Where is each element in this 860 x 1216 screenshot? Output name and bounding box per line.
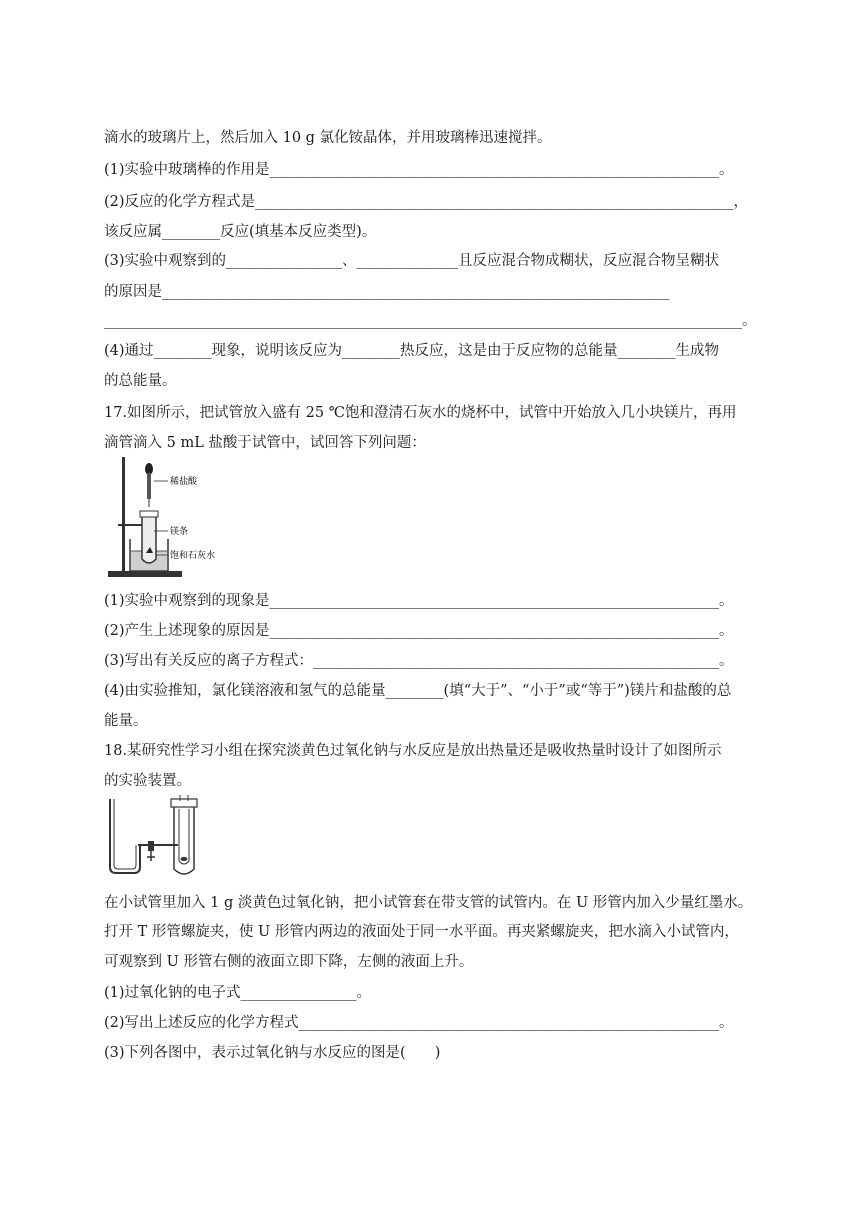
question-17-4: (4)由实验推知，氯化镁溶液和氢气的总能量________(填“大于”、“小于”或“等于”)镁片和盐酸的总 [104,683,732,699]
text-line: 的实验装置。 [104,773,191,789]
question-17-1: (1)实验中观察到的现象是______________________________________________________________。 [104,593,734,609]
question-18-2: (2)写出上述反应的化学方程式__________________________________________________________。 [104,1015,734,1031]
stopper [140,511,158,517]
text-line: 可观察到 U 形管右侧的液面立即下降，左侧的液面上升。 [104,954,474,970]
question-16-1: (1)实验中玻璃棒的作用是______________________________________________________________。 [104,162,734,178]
label-magnesium: 镁条 [170,527,189,537]
stand-base [108,571,182,577]
figure-magnesium-experiment [104,453,254,581]
question-18-1: (1)过氧化钠的电子式________________。 [104,985,372,1001]
question-17: 17.如图所示，把试管放入盛有 25 ℃饱和澄清石灰水的烧杯中，试管中开始放入几小块镁片，再用 [104,405,737,421]
text-line: 的原因是______________________________________________________________________ [104,284,670,300]
text-line: 在小试管里加入 1 g 淡黄色过氧化钠，把小试管套在带支管的试管内。在 U 形管内加入少量红墨水。 [104,895,753,911]
screw-clamp [148,841,154,851]
question-16-3: (3)实验中观察到的________________、______________且反应混合物成糊状，反应混合物呈糊状 [104,253,720,269]
text-line: 能量。 [104,713,148,729]
text-line: ________________________________________________________________________________________。 [104,313,757,329]
text-line: 滴管滴入 5 mL 盐酸于试管中，试回答下列问题： [104,435,426,451]
question-16-4: (4)通过________现象，说明该反应为________热反应，这是由于反应物的总能量________生成物 [104,343,720,359]
question-17-3: (3)写出有关反应的离子方程式：________________________________________________________。 [104,653,734,669]
stand-rod [122,457,125,573]
question-18: 18.某研究性学习小组在探究淡黄色过氧化钠与水反应是放出热量还是吸收热量时设计了如图所示 [104,743,722,759]
test-tube [142,513,156,563]
text-line: 该反应属________反应(填基本反应类型)。 [104,224,377,240]
text-line: 打开 T 形管螺旋夹，使 U 形管内两边的液面处于同一水平面。再夹紧螺旋夹，把水滴入小试管内， [104,924,739,940]
stopper [171,799,197,807]
u-tube-inner [114,799,136,869]
label-lime-water: 饱和石灰水 [170,551,216,561]
dropper-tube [147,473,151,499]
sodium-peroxide [181,857,188,861]
text-line: 滴水的玻璃片上，然后加入 10 g 氯化铵晶体，并用玻璃棒迅速搅拌。 [104,130,552,146]
question-16-2: (2)反应的化学方程式是__________________________________________________________________， [104,194,749,210]
question-17-2: (2)产生上述现象的原因是______________________________________________________________。 [104,623,734,639]
inner-test-tube [179,809,189,864]
figure-sodium-peroxide-apparatus [104,795,204,879]
text-line: 的总能量。 [104,373,177,389]
label-dilute-hcl: 稀盐酸 [170,477,198,487]
question-18-3: (3)下列各图中，表示过氧化钠与水反应的图是( ) [104,1045,441,1061]
